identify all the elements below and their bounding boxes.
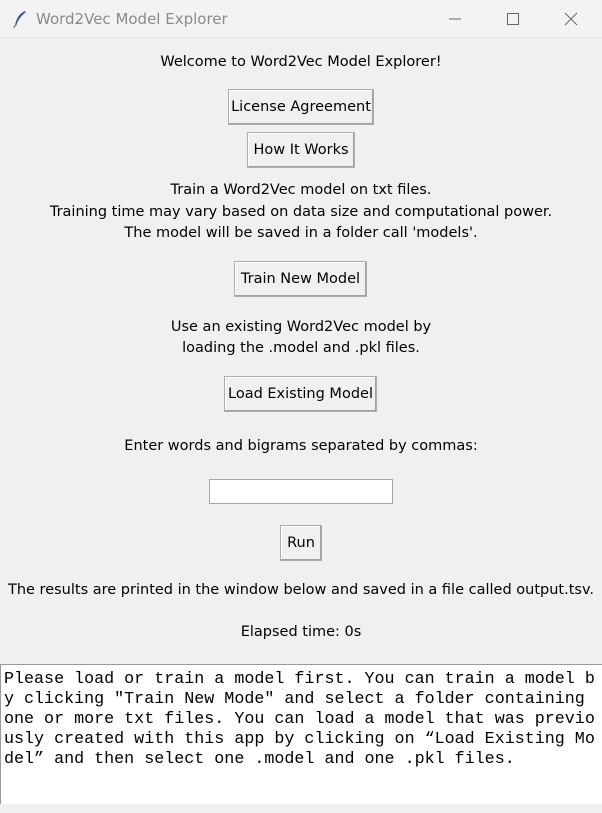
load-info-line-1: Use an existing Word2Vec model by [170,319,432,335]
close-button[interactable] [542,0,600,38]
window-title: Word2Vec Model Explorer [36,10,228,28]
elapsed-time: Elapsed time: 0s [240,624,362,640]
load-info-line-2: loading the .model and .pkl files. [182,340,420,356]
train-info-line-1: Train a Word2Vec model on txt files. [170,182,432,198]
load-existing-model-button[interactable]: Load Existing Model [224,376,377,412]
train-new-model-button[interactable]: Train New Model [234,261,367,297]
how-it-works-button[interactable]: How It Works [247,132,355,168]
words-input[interactable] [209,479,393,504]
output-text-area[interactable]: Please load or train a model first. You can train a model by clicking "Train New Mode" and select a folder containing one or more txt files. You can load a model that was previously created with this app by clicking on “Load Existing Model” and then select one .model and one .pkl files. [0,664,602,804]
run-button[interactable]: Run [280,525,322,561]
input-label: Enter words and bigrams separated by commas: [124,438,478,454]
title-bar [0,0,602,38]
bottom-strip [0,804,602,813]
welcome-text: Welcome to Word2Vec Model Explorer! [160,54,442,70]
maximize-icon [506,12,520,26]
minimize-icon [448,12,462,26]
close-icon [564,12,578,26]
maximize-button[interactable] [484,0,542,38]
license-agreement-button[interactable]: License Agreement [228,89,374,125]
feather-icon [12,10,28,28]
minimize-button[interactable] [426,0,484,38]
train-info-line-3: The model will be saved in a folder call 'models'. [124,225,478,241]
train-info-line-2: Training time may vary based on data size and computational power. [49,204,553,220]
results-info-text: The results are printed in the window below and saved in a file called output.tsv. [7,582,595,598]
